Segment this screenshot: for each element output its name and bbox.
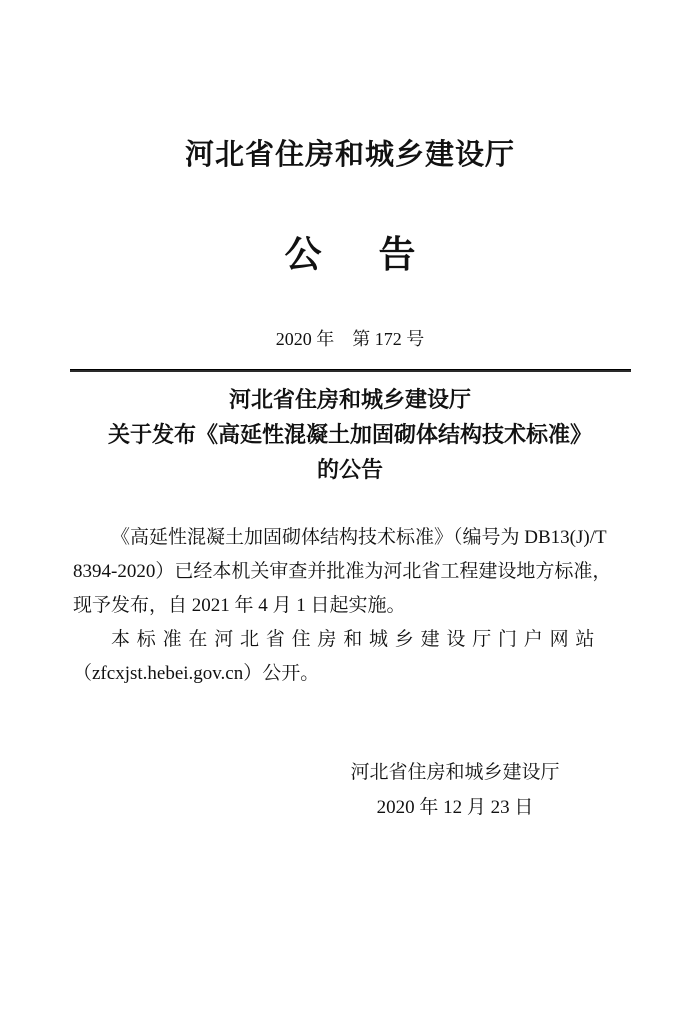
body-line-3: 现予发布，自 2021 年 4 月 1 日起实施。	[73, 595, 406, 616]
notice-title-line-3: 的公告	[316, 457, 383, 482]
signature-block	[335, 755, 575, 825]
issuing-org-title: 河北省住房和城乡建设厅	[184, 139, 515, 171]
body-line-2: 8394-2020）已经本机关审查并批准为河北省工程建设地方标准，	[73, 561, 612, 582]
document-type-char-1: 公	[284, 235, 322, 276]
notice-title	[0, 382, 700, 487]
body-line-1: 《高延性混凝土加固砌体结构技术标准》（编号为 DB13(J)/T	[111, 527, 607, 548]
signature-date: 2020 年 12 月 23 日	[376, 797, 534, 818]
document-type-heading	[0, 234, 700, 278]
notice-body	[73, 521, 636, 691]
paragraph-1	[73, 521, 636, 623]
divider-rule	[70, 369, 631, 372]
body-line-5: （zfcxjst.hebei.gov.cn）公开。	[73, 663, 320, 684]
notice-title-line-2: 关于发布《高延性混凝土加固砌体结构技术标准》	[107, 422, 592, 447]
document-type-char-2: 告	[378, 235, 416, 276]
paragraph-2	[73, 623, 636, 691]
body-line-4: 本标准在河北省住房和城乡建设厅门户网站	[111, 629, 602, 650]
document-number: 2020 年 第 172 号	[275, 329, 425, 349]
signature-org: 河北省住房和城乡建设厅	[350, 762, 560, 783]
notice-title-line-1: 河北省住房和城乡建设厅	[228, 387, 471, 412]
